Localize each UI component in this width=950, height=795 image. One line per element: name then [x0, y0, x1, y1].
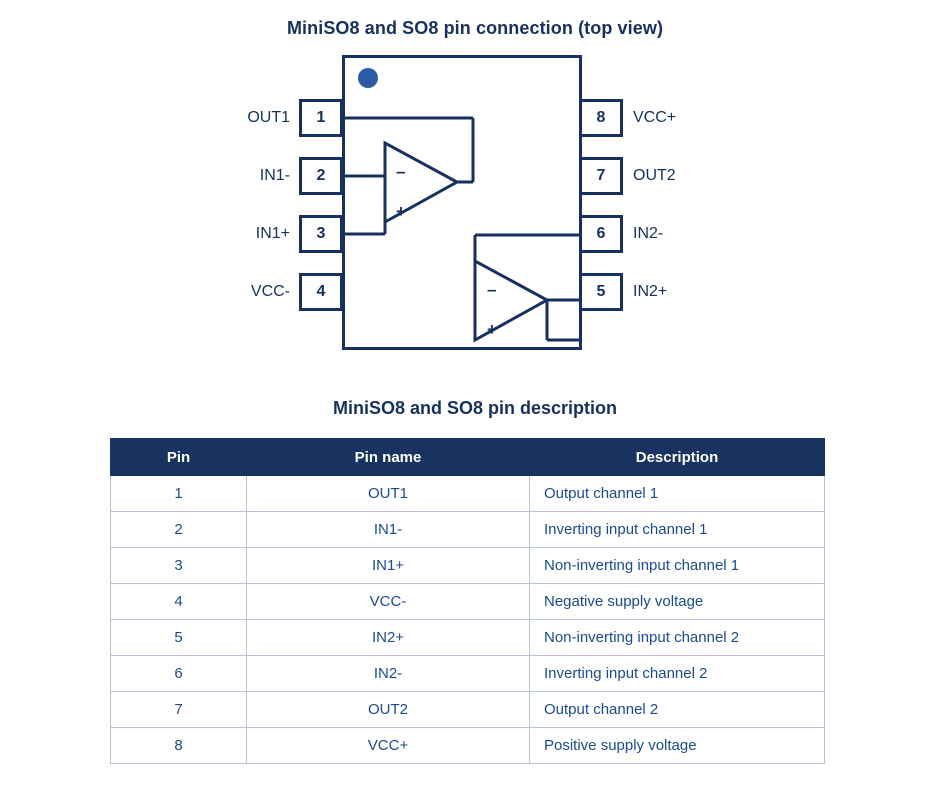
cell-pin: 6: [111, 656, 247, 692]
package-pinout-diagram: [210, 50, 750, 360]
table-row: [111, 584, 825, 620]
opamp2-plus-sign: +: [487, 320, 497, 339]
internal-schematic-wires: [210, 50, 750, 360]
cell-description: Negative supply voltage: [530, 584, 825, 620]
pin-label-in1-minus: IN1-: [259, 167, 290, 184]
cell-description: Non-inverting input channel 2: [530, 620, 825, 656]
cell-pin: 7: [111, 692, 247, 728]
cell-description: Non-inverting input channel 1: [530, 548, 825, 584]
pin-box-2: 2: [299, 157, 343, 195]
header-description: Description: [530, 439, 825, 476]
pin-box-8: 8: [579, 99, 623, 137]
cell-pin: 1: [111, 476, 247, 512]
table-row: [111, 656, 825, 692]
cell-pin-name: VCC-: [247, 584, 530, 620]
table-row: [111, 512, 825, 548]
pin-box-5: 5: [579, 273, 623, 311]
header-pin: Pin: [111, 439, 247, 476]
table-row: [111, 620, 825, 656]
opamp1-plus-sign: +: [396, 202, 406, 221]
table-row: [111, 548, 825, 584]
table-header-row: [111, 439, 825, 476]
cell-pin: 2: [111, 512, 247, 548]
opamp1-minus-sign: –: [396, 162, 406, 181]
cell-pin-name: IN1-: [247, 512, 530, 548]
cell-pin: 8: [111, 728, 247, 764]
table-row: [111, 728, 825, 764]
cell-description: Inverting input channel 1: [530, 512, 825, 548]
pin-label-out2: OUT2: [633, 167, 676, 184]
cell-pin-name: IN2+: [247, 620, 530, 656]
cell-pin-name: IN2-: [247, 656, 530, 692]
pin-box-3: 3: [299, 215, 343, 253]
pin-box-4: 4: [299, 273, 343, 311]
table-title: MiniSO8 and SO8 pin description: [332, 398, 618, 418]
cell-description: Inverting input channel 2: [530, 656, 825, 692]
cell-pin: 4: [111, 584, 247, 620]
cell-description: Output channel 1: [530, 476, 825, 512]
pin-box-1: 1: [299, 99, 343, 137]
cell-pin: 3: [111, 548, 247, 584]
cell-pin-name: OUT2: [247, 692, 530, 728]
table-row: [111, 476, 825, 512]
cell-pin-name: VCC+: [247, 728, 530, 764]
cell-pin-name: OUT1: [247, 476, 530, 512]
cell-pin-name: IN1+: [247, 548, 530, 584]
pin-box-6: 6: [579, 215, 623, 253]
pin-label-in2-plus: IN2+: [633, 283, 668, 300]
cell-description: Output channel 2: [530, 692, 825, 728]
table-row: [111, 692, 825, 728]
pin-description-table: [110, 438, 825, 764]
pin-label-vcc-plus: VCC+: [633, 109, 677, 126]
pin-label-in2-minus: IN2-: [633, 225, 664, 242]
pin-label-vcc-minus: VCC-: [250, 283, 290, 300]
figure-title: MiniSO8 and SO8 pin connection (top view): [286, 18, 664, 38]
pin-label-in1-plus: IN1+: [255, 225, 290, 242]
header-pin-name: Pin name: [247, 439, 530, 476]
cell-description: Positive supply voltage: [530, 728, 825, 764]
pin-box-7: 7: [579, 157, 623, 195]
pin-label-out1: OUT1: [247, 109, 290, 126]
opamp2-minus-sign: –: [487, 280, 497, 299]
cell-pin: 5: [111, 620, 247, 656]
